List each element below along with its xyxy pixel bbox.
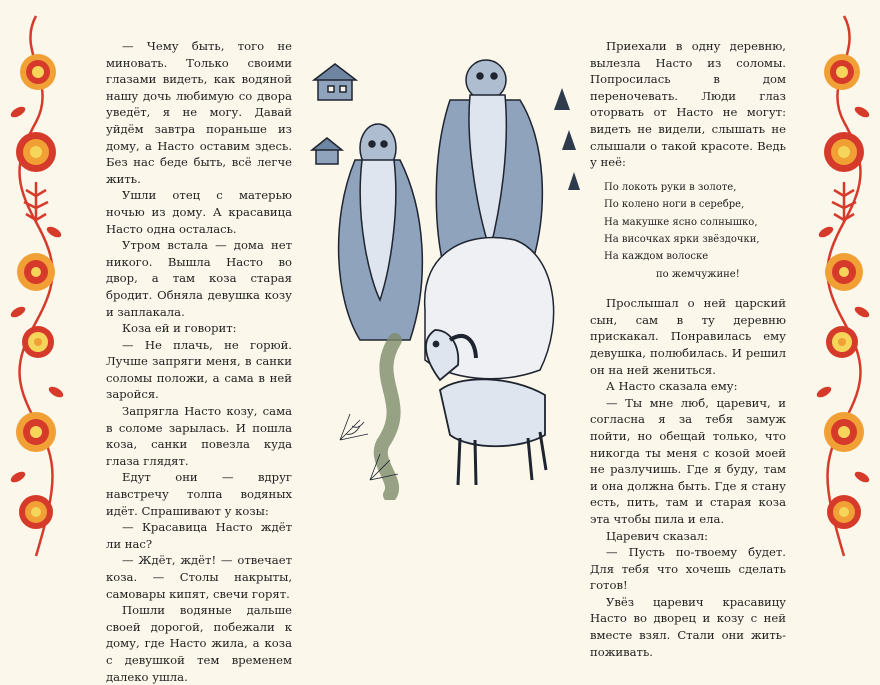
flower-ornament [824, 412, 864, 452]
verse-line: На макушке ясно солнышко, [604, 216, 758, 228]
flower-ornament [825, 253, 863, 291]
paragraph: — Красавица Насто ждёт ли нас? [106, 520, 292, 551]
verse-line: По колено ноги в серебре, [604, 199, 745, 211]
paragraph: Запрягла Насто козу, сама в соломе зарылась. И пошла коза, санки повезла куда глаза глядят. [106, 404, 292, 468]
flower-ornament [824, 54, 860, 90]
right-text-column [590, 38, 786, 660]
paragraph: — Ты мне люб, царевич, и согласна я за тебя замуж пойти, но обещай только, что никогда ты меня с козой моей не разлучишь. Где я буду, там и она должна быть. Где я стану есть, пить, там и старая коза эта чтобы пила и ела. [590, 395, 786, 526]
flower-ornament [20, 54, 56, 90]
flower-ornament [827, 495, 861, 529]
paragraph: Пошли водяные дальше своей дорогой, побежали к дому, где Насто жила, а коза с девушкой тем временем далеко ушла. [106, 603, 292, 684]
paragraph: Царевич сказал: [606, 528, 709, 543]
left-floral-border [6, 12, 68, 560]
verse-line: по жемчужине! [656, 268, 740, 280]
paragraph: А Насто сказала ему: [606, 379, 738, 394]
paragraph: Едут они — вдруг навстречу толпа водяных идёт. Спрашивают у козы: [106, 470, 292, 518]
illustration-water-spirits-and-goat [300, 40, 590, 500]
paragraph: Ушли отец с матерью ночью из дому. А красавица Насто одна осталась. [106, 188, 292, 236]
flower-ornament [17, 253, 55, 291]
verse-line: На височках ярки звёздочки, [604, 233, 760, 245]
left-text-column [106, 38, 292, 685]
verse-line: На каждом волоске [604, 251, 709, 263]
smoke-swirl [381, 340, 395, 495]
paragraph: Прослышал о ней царский сын, сам в ту деревню прискакал. Понравилась ему девушка, полюбилась. И решил он на ней жениться. [590, 296, 786, 377]
flower-ornament [824, 132, 864, 172]
flower-ornament [16, 132, 56, 172]
paragraph: Коза ей и говорит: [122, 321, 237, 336]
flower-ornament [16, 412, 56, 452]
flower-ornament [826, 326, 858, 358]
verse-line: По локоть руки в золоте, [604, 181, 737, 193]
tree-drawings [554, 88, 580, 190]
flower-ornament [19, 495, 53, 529]
right-floral-border [812, 12, 874, 560]
paragraph: Увёз царевич красавицу Насто во дворец и козу с ней вместе взял. Стали они жить-поживать. [590, 594, 786, 659]
paragraph: — Пусть по-твоему будет. Для тебя что хочешь сделать готов! [590, 545, 786, 593]
paragraph: — Не плачь, не горюй. Лучше запряги меня, в санки соломы положи, а сама в ней заройся. [106, 337, 292, 402]
paragraph: — Ждёт, ждёт! — отвечает коза. — Столы накрыты, самовары кипят, свечи горят. [106, 553, 292, 601]
paragraph: Утром встала — дома нет никого. Вышла Насто во двор, а там коза старая бродит. Обняла девушка козу и заплакала. [106, 238, 292, 319]
flower-ornament [22, 326, 54, 358]
water-spirit-female [339, 124, 423, 340]
verse-block [604, 179, 786, 283]
paragraph: — Чему быть, того не миновать. Только своими глазами видеть, как водяной нашу дочь любимую со двора уведёт, я не могу. Давай уйдём завтра пораньше из дому, а Насто оставим здесь. Без нас беде быть, всё легче жить. [106, 39, 292, 186]
house-drawing [312, 64, 356, 164]
paragraph: Приехали в одну деревню, вылезла Насто из соломы. Попросилась в дом переночевать. Люди глаз оторвать от Насто не могут: видеть не видели, слышать не слышали о такой красоте. Ведь у неё: [590, 39, 786, 170]
